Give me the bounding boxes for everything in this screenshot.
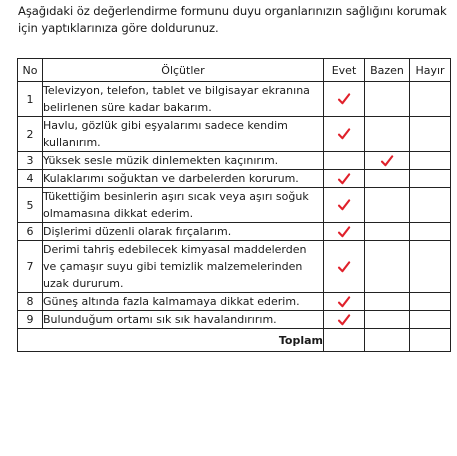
answer-cell-bazen[interactable] (365, 311, 410, 329)
row-number: 8 (18, 293, 43, 311)
check-mark-icon (324, 198, 364, 212)
answer-cell-bazen[interactable] (365, 223, 410, 241)
header-hayir: Hayır (410, 59, 451, 82)
answer-cell-evet[interactable] (324, 117, 365, 152)
check-mark-icon (324, 92, 364, 106)
answer-cell-hayir[interactable] (410, 152, 451, 170)
answer-cell-bazen[interactable] (365, 188, 410, 223)
check-mark-icon (324, 260, 364, 274)
answer-cell-evet[interactable] (324, 293, 365, 311)
answer-cell-hayir[interactable] (410, 311, 451, 329)
answer-cell-bazen[interactable] (365, 117, 410, 152)
check-mark-icon (324, 172, 364, 186)
header-bazen: Bazen (365, 59, 410, 82)
answer-cell-evet[interactable] (324, 152, 365, 170)
answer-cell-evet[interactable] (324, 311, 365, 329)
answer-cell-hayir[interactable] (410, 241, 451, 293)
answer-cell-hayir[interactable] (410, 223, 451, 241)
check-mark-icon (324, 225, 364, 239)
criterion-text: Derimi tahriş edebilecek kimyasal maddelerden ve çamaşır suyu gibi temizlik malzemelerinden uzak dururum. (43, 241, 324, 293)
answer-cell-bazen[interactable] (365, 241, 410, 293)
answer-cell-bazen[interactable] (365, 82, 410, 117)
total-row (18, 329, 451, 352)
header-criteria: Ölçütler (43, 59, 324, 82)
criterion-text: Havlu, gözlük gibi eşyalarımı sadece kendim kullanırım. (43, 117, 324, 152)
answer-cell-evet[interactable] (324, 82, 365, 117)
check-mark-icon (324, 313, 364, 327)
table-row (18, 241, 451, 293)
check-mark-icon (365, 154, 409, 168)
answer-cell-hayir[interactable] (410, 188, 451, 223)
criterion-text: Yüksek sesle müzik dinlemekten kaçınırım. (43, 152, 324, 170)
total-label: Toplam (18, 329, 324, 352)
table-row (18, 293, 451, 311)
answer-cell-hayir[interactable] (410, 170, 451, 188)
answer-cell-hayir[interactable] (410, 82, 451, 117)
answer-cell-bazen[interactable] (365, 170, 410, 188)
row-number: 3 (18, 152, 43, 170)
table-row (18, 188, 451, 223)
table-row (18, 170, 451, 188)
answer-cell-evet[interactable] (324, 223, 365, 241)
table-row (18, 117, 451, 152)
table-row (18, 152, 451, 170)
row-number: 2 (18, 117, 43, 152)
check-mark-icon (324, 127, 364, 141)
total-hayir-cell[interactable] (410, 329, 451, 352)
table-row (18, 82, 451, 117)
criterion-text: Televizyon, telefon, tablet ve bilgisayar ekranına belirlenen süre kadar bakarım. (43, 82, 324, 117)
criterion-text: Kulaklarımı soğuktan ve darbelerden korurum. (43, 170, 324, 188)
self-assessment-table (17, 58, 451, 352)
total-bazen-cell[interactable] (365, 329, 410, 352)
header-no: No (18, 59, 43, 82)
answer-cell-evet[interactable] (324, 170, 365, 188)
criterion-text: Güneş altında fazla kalmamaya dikkat ederim. (43, 293, 324, 311)
criterion-text: Dişlerimi düzenli olarak fırçalarım. (43, 223, 324, 241)
total-evet-cell[interactable] (324, 329, 365, 352)
answer-cell-hayir[interactable] (410, 117, 451, 152)
table-body (18, 82, 451, 329)
row-number: 6 (18, 223, 43, 241)
check-mark-icon (324, 295, 364, 309)
answer-cell-evet[interactable] (324, 241, 365, 293)
criterion-text: Tükettiğim besinlerin aşırı sıcak veya aşırı soğuk olmamasına dikkat ederim. (43, 188, 324, 223)
answer-cell-bazen[interactable] (365, 152, 410, 170)
answer-cell-hayir[interactable] (410, 293, 451, 311)
answer-cell-bazen[interactable] (365, 293, 410, 311)
table-row (18, 223, 451, 241)
row-number: 1 (18, 82, 43, 117)
row-number: 5 (18, 188, 43, 223)
instructions-text: Aşağıdaki öz değerlendirme formunu duyu organlarınızın sağlığını korumak için yaptıklarınıza göre doldurunuz. (18, 4, 447, 35)
row-number: 4 (18, 170, 43, 188)
header-evet: Evet (324, 59, 365, 82)
answer-cell-evet[interactable] (324, 188, 365, 223)
row-number: 9 (18, 311, 43, 329)
table-header-row (18, 59, 451, 82)
criterion-text: Bulunduğum ortamı sık sık havalandırırım. (43, 311, 324, 329)
row-number: 7 (18, 241, 43, 293)
table-row (18, 311, 451, 329)
